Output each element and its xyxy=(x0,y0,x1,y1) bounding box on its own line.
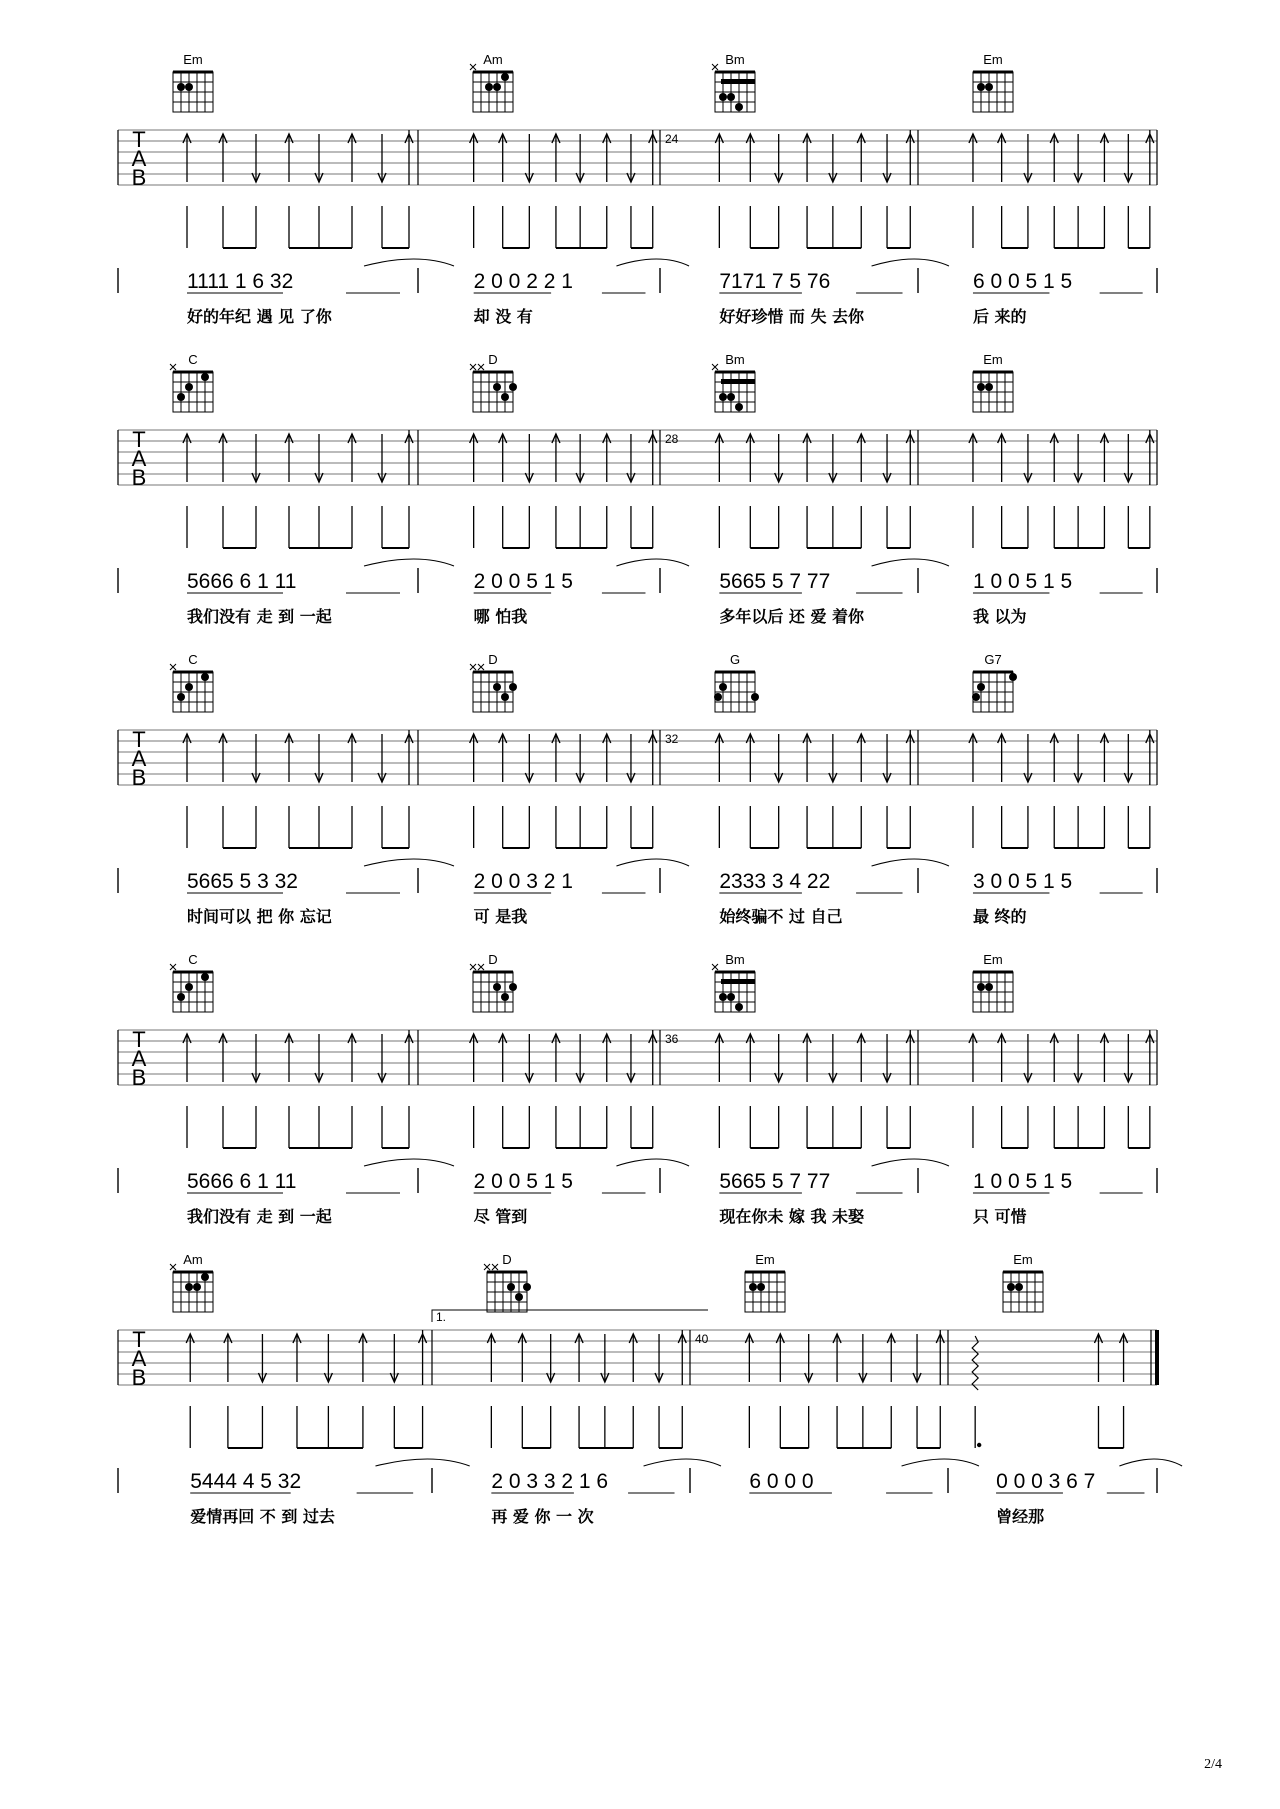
measure xyxy=(969,352,1154,626)
measure xyxy=(969,52,1154,326)
jianpu-notes: 1 0 0 5 1 5 xyxy=(972,1170,1073,1193)
jianpu-notes: 5665 5 7 77 xyxy=(719,570,831,593)
chord-diagram xyxy=(712,364,755,412)
tab-letter: A xyxy=(131,1046,147,1071)
chord-dot xyxy=(977,683,985,691)
measure-number: 32 xyxy=(665,732,679,746)
tab-letter: B xyxy=(131,465,147,490)
lyrics-line: 多年以后 还 爱 着你 xyxy=(719,607,865,626)
chord-name: G xyxy=(729,652,741,667)
lyrics-line: 我 以为 xyxy=(972,607,1027,626)
chord-name: Em xyxy=(983,352,1003,367)
chord-dot xyxy=(493,83,501,91)
lyrics-line: 我们没有 走 到 一起 xyxy=(187,1207,332,1226)
chord-diagram xyxy=(470,964,517,1012)
chord-dot xyxy=(507,1283,515,1291)
chord-diagram xyxy=(712,64,755,112)
tab-letter: T xyxy=(132,727,146,752)
tie-arc xyxy=(872,559,949,566)
chord-barre xyxy=(721,79,755,84)
tab-letter: B xyxy=(131,765,147,790)
staff-system xyxy=(118,1252,1182,1526)
tab-letter: B xyxy=(131,1065,147,1090)
chord-dot xyxy=(509,383,517,391)
chord-name: C xyxy=(188,952,198,967)
chord-dot xyxy=(185,683,193,691)
chord-dot xyxy=(185,1283,193,1291)
chord-mute-mark xyxy=(170,364,176,370)
chord-dot xyxy=(177,393,185,401)
chord-dot xyxy=(719,683,727,691)
lyrics-line: 最 终的 xyxy=(972,907,1027,926)
chord-name: D xyxy=(502,1252,512,1267)
chord-dot xyxy=(523,1283,531,1291)
chord-diagram xyxy=(173,72,213,112)
chord-diagram xyxy=(170,664,213,712)
chord-dot xyxy=(509,683,517,691)
chord-dot xyxy=(501,393,509,401)
chord-dot xyxy=(727,93,735,101)
jianpu-notes: 1111 1 6 32 xyxy=(187,270,294,293)
chord-dot xyxy=(493,383,501,391)
chord-dot xyxy=(1009,673,1017,681)
chord-dot xyxy=(757,1283,765,1291)
chord-dot xyxy=(714,693,722,701)
jianpu-notes: 2 0 0 3 2 1 xyxy=(473,870,573,893)
chord-diagram xyxy=(972,672,1017,712)
page-number: 2/4 xyxy=(1204,1757,1222,1772)
measure xyxy=(470,52,689,326)
chord-dot xyxy=(185,83,193,91)
tie-arc xyxy=(872,1159,949,1166)
measure xyxy=(665,652,949,926)
chord-dot xyxy=(735,403,743,411)
tie-arc xyxy=(364,259,454,266)
chord-dot xyxy=(485,83,493,91)
measure xyxy=(665,52,949,326)
measure xyxy=(665,352,949,626)
chord-dot xyxy=(977,83,985,91)
measure xyxy=(470,952,689,1226)
chord-mute-mark xyxy=(170,964,176,970)
tab-letter: B xyxy=(131,1365,147,1390)
lyrics-line: 只 可惜 xyxy=(972,1207,1027,1226)
chord-dot xyxy=(749,1283,757,1291)
chord-dot xyxy=(972,693,980,701)
chord-diagram xyxy=(470,664,517,712)
tie-arc xyxy=(616,859,689,866)
chord-dot xyxy=(493,683,501,691)
lyrics-line: 始终骗不 过 自己 xyxy=(719,907,843,926)
chord-dot xyxy=(727,993,735,1001)
chord-dot xyxy=(735,103,743,111)
chord-name: D xyxy=(488,652,498,667)
chord-dot xyxy=(177,993,185,1001)
chord-mute-mark xyxy=(170,1264,176,1270)
chord-dot xyxy=(977,383,985,391)
chord-diagram xyxy=(712,964,755,1012)
lyrics-line: 爱情再回 不 到 过去 xyxy=(190,1507,335,1526)
chord-diagram xyxy=(170,364,213,412)
chord-dot xyxy=(177,83,185,91)
tie-arc xyxy=(872,859,949,866)
measure xyxy=(170,352,454,626)
tie-arc xyxy=(872,259,949,266)
chord-name: Am xyxy=(483,52,503,67)
ending-label: 1. xyxy=(436,1310,447,1324)
jianpu-notes: 1 0 0 5 1 5 xyxy=(972,570,1073,593)
staff-system xyxy=(118,52,1157,326)
measure-number: 28 xyxy=(665,432,679,446)
chord-dot xyxy=(977,983,985,991)
measure xyxy=(170,952,454,1226)
chord-dot xyxy=(185,983,193,991)
measure-number: 24 xyxy=(665,132,679,146)
chord-dot xyxy=(719,993,727,1001)
tie-arc xyxy=(364,559,454,566)
chord-mute-mark xyxy=(470,64,476,70)
tab-letter: B xyxy=(131,165,147,190)
jianpu-notes: 5665 5 7 77 xyxy=(719,1170,831,1193)
chord-mute-mark xyxy=(492,1264,498,1270)
measure xyxy=(969,952,1154,1226)
jianpu-notes: 2 0 0 5 1 5 xyxy=(473,570,573,593)
measure xyxy=(695,1252,979,1493)
chord-mute-mark xyxy=(484,1264,490,1270)
chord-dot xyxy=(177,693,185,701)
chord-dot xyxy=(501,993,509,1001)
chord-barre xyxy=(721,379,755,384)
tie-arc xyxy=(364,1159,454,1166)
chord-dot xyxy=(193,1283,201,1291)
tab-letter: A xyxy=(131,1346,147,1371)
chord-name: Am xyxy=(183,1252,203,1267)
chord-dot xyxy=(509,983,517,991)
chord-name: D xyxy=(488,352,498,367)
chord-dot xyxy=(201,1273,209,1281)
measure xyxy=(665,952,949,1226)
chord-diagram xyxy=(170,964,213,1012)
chord-name: Em xyxy=(755,1252,775,1267)
chord-diagram xyxy=(745,1272,785,1312)
tie-arc xyxy=(644,1459,721,1466)
lyrics-line: 后 来的 xyxy=(972,307,1027,326)
staff-system xyxy=(118,352,1157,626)
chord-dot xyxy=(985,983,993,991)
staff-system xyxy=(118,952,1157,1226)
chord-dot xyxy=(751,693,759,701)
measure xyxy=(432,1252,721,1526)
chord-dot xyxy=(727,393,735,401)
staff-system xyxy=(118,652,1157,926)
chord-mute-mark xyxy=(712,964,718,970)
lyrics-line: 曾经那 xyxy=(996,1507,1045,1526)
measure xyxy=(170,652,454,926)
tab-letter: T xyxy=(132,1327,146,1352)
chord-dot xyxy=(985,83,993,91)
chord-diagram xyxy=(484,1264,531,1312)
chord-mute-mark xyxy=(478,964,484,970)
jianpu-notes: 6 0 0 5 1 5 xyxy=(972,270,1073,293)
chord-name: C xyxy=(188,652,198,667)
chord-diagram xyxy=(170,1264,213,1312)
measure xyxy=(470,352,689,626)
chord-name: Bm xyxy=(725,52,745,67)
tab-letter: T xyxy=(132,1027,146,1052)
chord-name: Em xyxy=(983,952,1003,967)
chord-diagram xyxy=(714,672,759,712)
lyrics-line: 时间可以 把 你 忘记 xyxy=(187,907,332,926)
chord-name: C xyxy=(188,352,198,367)
measure-number: 36 xyxy=(665,1032,679,1046)
chord-diagram xyxy=(973,972,1013,1012)
tie-arc xyxy=(1119,1459,1182,1466)
jianpu-notes: 3 0 0 5 1 5 xyxy=(972,870,1073,893)
measure xyxy=(470,652,689,926)
tie-arc xyxy=(616,259,689,266)
jianpu-notes: 7171 7 5 76 xyxy=(719,270,831,293)
chord-mute-mark xyxy=(470,964,476,970)
chord-name: G7 xyxy=(984,652,1002,667)
chord-mute-mark xyxy=(170,664,176,670)
chord-name: Em xyxy=(183,52,203,67)
tab-letter: A xyxy=(131,746,147,771)
measure xyxy=(170,1252,470,1526)
chord-diagram xyxy=(470,64,513,112)
chord-dot xyxy=(185,383,193,391)
tie-arc xyxy=(902,1459,979,1466)
jianpu-notes: 2 0 0 2 2 1 xyxy=(473,270,573,293)
chord-dot xyxy=(735,1003,743,1011)
jianpu-notes: 2 0 3 3 2 1 6 xyxy=(491,1470,609,1493)
chord-dot xyxy=(985,383,993,391)
tie-arc xyxy=(375,1459,469,1466)
lyrics-line: 可 是我 xyxy=(473,907,528,926)
tab-letter: T xyxy=(132,127,146,152)
tie-arc xyxy=(364,859,454,866)
lyrics-line: 再 爱 你 一 次 xyxy=(491,1507,594,1526)
measure-number: 40 xyxy=(695,1332,709,1346)
chord-mute-mark xyxy=(712,64,718,70)
chord-diagram xyxy=(973,372,1013,412)
tie-arc xyxy=(616,1159,689,1166)
chord-dot xyxy=(1007,1283,1015,1291)
jianpu-notes: 5666 6 1 11 xyxy=(187,570,297,593)
chord-name: Em xyxy=(1013,1252,1033,1267)
jianpu-notes: 6 0 0 0 xyxy=(749,1470,814,1493)
chord-diagram xyxy=(1003,1272,1043,1312)
chord-dot xyxy=(1015,1283,1023,1291)
chord-dot xyxy=(515,1293,523,1301)
chord-dot xyxy=(719,93,727,101)
chord-dot xyxy=(493,983,501,991)
jianpu-notes: 5444 4 5 32 xyxy=(190,1470,302,1493)
chord-diagram xyxy=(973,72,1013,112)
ending-bracket xyxy=(432,1310,708,1322)
jianpu-notes: 2333 3 4 22 xyxy=(719,870,831,893)
measure xyxy=(969,652,1154,926)
tie-arc xyxy=(616,559,689,566)
chord-dot xyxy=(719,393,727,401)
jianpu-notes: 5665 5 3 32 xyxy=(187,870,298,893)
chord-dot xyxy=(201,973,209,981)
chord-dot xyxy=(501,73,509,81)
measure xyxy=(173,52,454,326)
jianpu-notes: 2 0 0 5 1 5 xyxy=(473,1170,573,1193)
lyrics-line: 哪 怕我 xyxy=(473,607,528,626)
chord-mute-mark xyxy=(478,364,484,370)
lyrics-line: 好好珍惜 而 失 去你 xyxy=(719,307,865,326)
chord-dot xyxy=(201,373,209,381)
tab-letter: A xyxy=(131,146,147,171)
tab-letter: T xyxy=(132,427,146,452)
lyrics-line: 好的年纪 遇 见 了你 xyxy=(187,307,332,326)
lyrics-line: 现在你未 嫁 我 未娶 xyxy=(719,1207,865,1226)
chord-name: D xyxy=(488,952,498,967)
dot xyxy=(977,1443,981,1447)
chord-mute-mark xyxy=(470,364,476,370)
chord-dot xyxy=(501,693,509,701)
chord-mute-mark xyxy=(712,364,718,370)
lyrics-line: 却 没 有 xyxy=(473,307,533,326)
measure xyxy=(972,1252,1182,1526)
chord-diagram xyxy=(470,364,517,412)
chord-name: Bm xyxy=(725,352,745,367)
chord-name: Em xyxy=(983,52,1003,67)
chord-barre xyxy=(721,979,755,984)
chord-mute-mark xyxy=(470,664,476,670)
jianpu-notes: 0 0 0 3 6 7 xyxy=(996,1470,1096,1493)
lyrics-line: 我们没有 走 到 一起 xyxy=(187,607,332,626)
chord-mute-mark xyxy=(478,664,484,670)
tab-letter: A xyxy=(131,446,147,471)
lyrics-line: 尽 管到 xyxy=(473,1207,528,1226)
chord-dot xyxy=(201,673,209,681)
jianpu-notes: 5666 6 1 11 xyxy=(187,1170,297,1193)
chord-name: Bm xyxy=(725,952,745,967)
